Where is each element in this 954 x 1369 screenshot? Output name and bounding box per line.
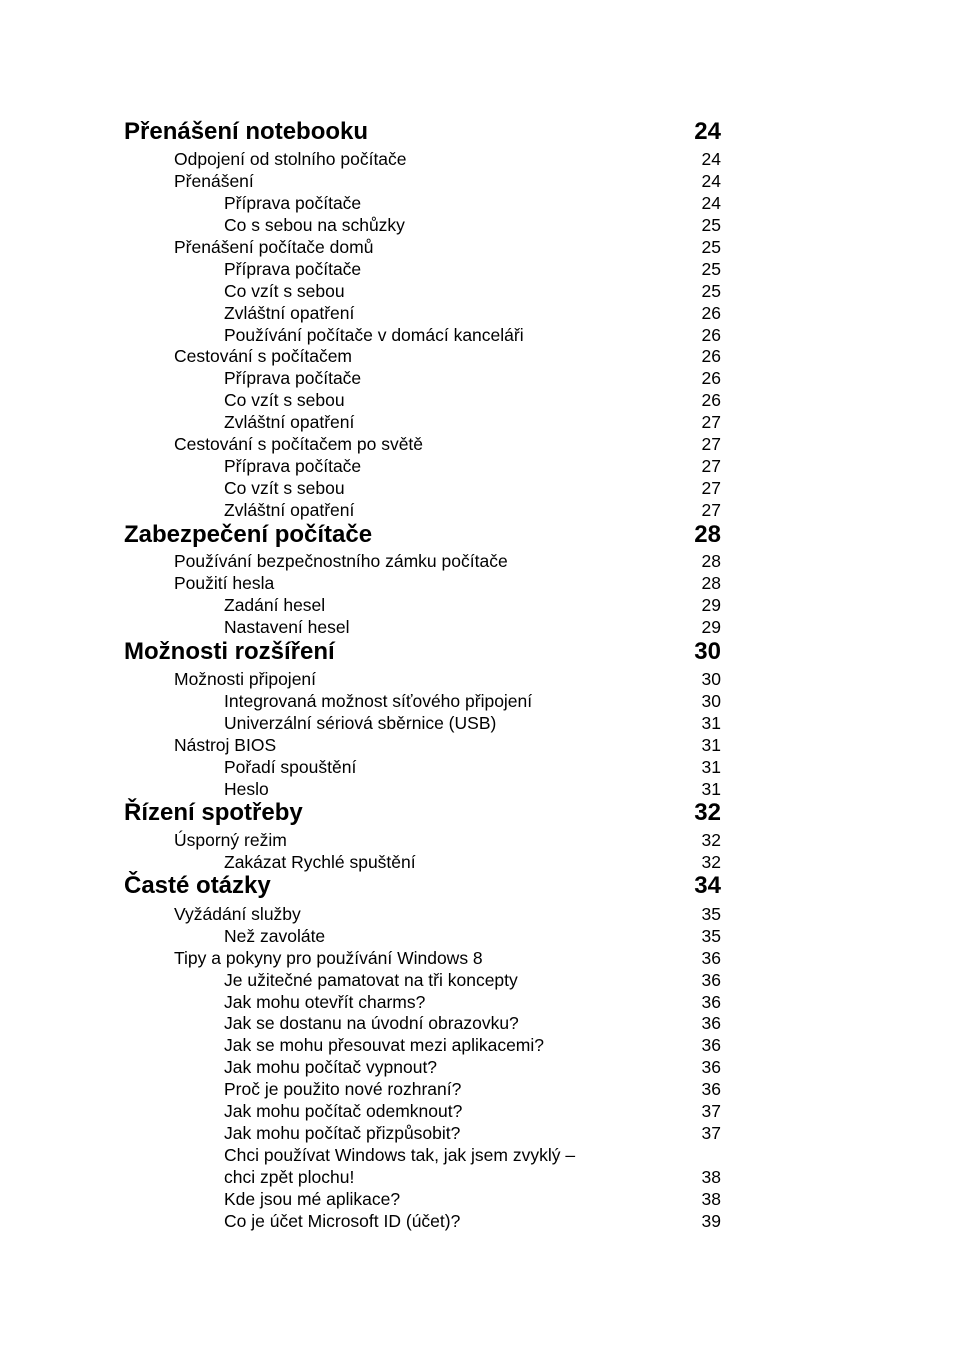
toc-subsection-title: Jak mohu počítač přizpůsobit? xyxy=(224,1123,461,1143)
toc-subsection-title: Je užitečné pamatovat na tři koncepty xyxy=(224,970,518,990)
toc-subsection xyxy=(0,367,954,389)
toc-page-number: 31 xyxy=(701,757,721,777)
toc-page-number: 26 xyxy=(701,390,721,410)
toc-subsection-title: Chci používat Windows tak, jak jsem zvyklý – xyxy=(224,1145,576,1165)
toc-subsection xyxy=(0,455,954,477)
toc-section xyxy=(0,829,954,851)
toc-subsection xyxy=(0,756,954,778)
toc-page-number: 26 xyxy=(701,325,721,345)
toc-subsection xyxy=(0,1034,954,1056)
toc-subsection xyxy=(0,1166,954,1188)
toc-section xyxy=(0,236,954,258)
toc-page-number: 31 xyxy=(701,735,721,755)
toc-section-title: Přenášení počítače domů xyxy=(174,237,374,257)
toc-subsection-title: Integrovaná možnost síťového připojení xyxy=(224,691,533,711)
toc-subsection-title: Příprava počítače xyxy=(224,368,362,388)
toc-section-title: Používání bezpečnostního zámku počítače xyxy=(174,551,508,571)
toc-subsection-title: Jak mohu otevřít charms? xyxy=(224,992,426,1012)
toc-page-number: 35 xyxy=(701,926,721,946)
toc-subsection-title: Zadání hesel xyxy=(224,595,326,615)
toc-page-number: 38 xyxy=(701,1189,721,1209)
toc-page-number: 36 xyxy=(701,1035,721,1055)
toc-chapter xyxy=(0,117,954,147)
toc-page-number: 31 xyxy=(701,779,721,799)
toc-section xyxy=(0,345,954,367)
toc-page-number: 30 xyxy=(694,638,721,665)
toc-chapter xyxy=(0,798,954,828)
toc-subsection-title: Co vzít s sebou xyxy=(224,390,345,410)
toc-section-title: Cestování s počítačem xyxy=(174,346,352,366)
toc-chapter-title: Přenášení notebooku xyxy=(124,118,369,145)
toc-subsection-title: Co je účet Microsoft ID (účet)? xyxy=(224,1211,461,1231)
toc-subsection-title: Nastavení hesel xyxy=(224,617,350,637)
toc-section-title: Úsporný režim xyxy=(174,830,287,850)
toc-page-number: 28 xyxy=(701,573,721,593)
toc-subsection xyxy=(0,1100,954,1122)
toc-section xyxy=(0,947,954,969)
toc-page-number: 34 xyxy=(694,872,721,899)
toc-subsection-title: Příprava počítače xyxy=(224,259,362,279)
toc-subsection xyxy=(0,1144,954,1166)
toc-page-number: 27 xyxy=(701,434,721,454)
toc-subsection xyxy=(0,477,954,499)
toc-chapter-title: Zabezpečení počítače xyxy=(124,521,373,548)
toc-page-number: 27 xyxy=(701,478,721,498)
toc-subsection-title: chci zpět plochu! xyxy=(224,1167,355,1187)
toc-chapter xyxy=(0,637,954,667)
toc-page-number: 26 xyxy=(701,346,721,366)
toc-page-number: 29 xyxy=(701,595,721,615)
toc-chapter xyxy=(0,871,954,901)
toc-section-title: Možnosti připojení xyxy=(174,669,317,689)
toc-page-number: 26 xyxy=(701,368,721,388)
toc-section xyxy=(0,572,954,594)
toc-page-number: 24 xyxy=(701,171,721,191)
toc-subsection xyxy=(0,594,954,616)
toc-subsection xyxy=(0,1210,954,1232)
toc-subsection-title: Jak mohu počítač odemknout? xyxy=(224,1101,463,1121)
toc-chapter-title: Možnosti rozšíření xyxy=(124,638,335,665)
toc-subsection xyxy=(0,192,954,214)
toc-section xyxy=(0,433,954,455)
toc-page-number: 27 xyxy=(701,412,721,432)
toc-section xyxy=(0,903,954,925)
toc-section xyxy=(0,550,954,572)
toc-subsection-title: Co vzít s sebou xyxy=(224,281,345,301)
toc-page-number: 30 xyxy=(701,669,721,689)
toc-section-title: Použití hesla xyxy=(174,573,275,593)
toc-page-number: 25 xyxy=(701,281,721,301)
toc-page-number: 28 xyxy=(701,551,721,571)
toc-subsection xyxy=(0,389,954,411)
toc-subsection-title: Univerzální sériová sběrnice (USB) xyxy=(224,713,497,733)
toc-page-number: 36 xyxy=(701,1057,721,1077)
toc-subsection xyxy=(0,280,954,302)
toc-section xyxy=(0,734,954,756)
toc-page-number: 27 xyxy=(701,500,721,520)
toc-subsection-title: Kde jsou mé aplikace? xyxy=(224,1189,401,1209)
toc-chapter-title: Časté otázky xyxy=(124,872,271,899)
toc-subsection-title: Jak se dostanu na úvodní obrazovku? xyxy=(224,1013,519,1033)
toc-subsection-title: Zvláštní opatření xyxy=(224,303,355,323)
toc-page-number: 25 xyxy=(701,215,721,235)
toc-subsection xyxy=(0,925,954,947)
toc-page-number: 36 xyxy=(701,1079,721,1099)
toc-subsection xyxy=(0,851,954,873)
toc-subsection-title: Používání počítače v domácí kanceláři xyxy=(224,325,524,345)
toc-subsection xyxy=(0,258,954,280)
toc-section xyxy=(0,148,954,170)
toc-subsection xyxy=(0,411,954,433)
toc-chapter-title: Řízení spotřeby xyxy=(124,799,303,826)
toc-subsection xyxy=(0,1188,954,1210)
toc-subsection-title: Zvláštní opatření xyxy=(224,412,355,432)
toc-subsection-title: Zakázat Rychlé spuštění xyxy=(224,852,416,872)
toc-section-title: Nástroj BIOS xyxy=(174,735,277,755)
toc-page-number: 36 xyxy=(701,948,721,968)
toc-subsection-title: Pořadí spouštění xyxy=(224,757,357,777)
toc-page-number: 28 xyxy=(694,521,721,548)
toc-page-number: 24 xyxy=(694,118,721,145)
toc-page-number: 25 xyxy=(701,237,721,257)
toc-page-number: 36 xyxy=(701,1013,721,1033)
toc-page-number: 27 xyxy=(701,456,721,476)
toc-page-number: 31 xyxy=(701,713,721,733)
toc-page-number: 32 xyxy=(701,852,721,872)
toc-page-number: 38 xyxy=(701,1167,721,1187)
toc-subsection xyxy=(0,214,954,236)
toc-page-number: 24 xyxy=(701,149,721,169)
toc-section-title: Tipy a pokyny pro používání Windows 8 xyxy=(174,948,483,968)
toc-section-title: Cestování s počítačem po světě xyxy=(174,434,424,454)
toc-section xyxy=(0,668,954,690)
toc-subsection xyxy=(0,778,954,800)
toc-page-number: 32 xyxy=(701,830,721,850)
toc-subsection xyxy=(0,1056,954,1078)
toc-subsection-title: Co s sebou na schůzky xyxy=(224,215,405,235)
toc-subsection-title: Příprava počítače xyxy=(224,456,362,476)
toc-page-number: 36 xyxy=(701,970,721,990)
toc-subsection xyxy=(0,1122,954,1144)
toc-subsection-title: Příprava počítače xyxy=(224,193,362,213)
toc-page-number: 36 xyxy=(701,992,721,1012)
toc-subsection-title: Heslo xyxy=(224,779,269,799)
toc-subsection-title: Zvláštní opatření xyxy=(224,500,355,520)
toc-subsection-title: Proč je použito nové rozhraní? xyxy=(224,1079,462,1099)
toc-page-number: 29 xyxy=(701,617,721,637)
toc-page-number: 37 xyxy=(701,1101,721,1121)
toc-page-number: 37 xyxy=(701,1123,721,1143)
toc-subsection xyxy=(0,991,954,1013)
toc-subsection xyxy=(0,690,954,712)
toc-subsection-title: Jak mohu počítač vypnout? xyxy=(224,1057,438,1077)
toc-page-number: 39 xyxy=(701,1211,721,1231)
toc-page-number: 35 xyxy=(701,904,721,924)
toc-section-title: Vyžádání služby xyxy=(174,904,301,924)
toc-subsection xyxy=(0,302,954,324)
toc-subsection xyxy=(0,712,954,734)
toc-subsection xyxy=(0,1012,954,1034)
toc-page-number: 30 xyxy=(701,691,721,711)
toc-subsection-title: Co vzít s sebou xyxy=(224,478,345,498)
toc-chapter xyxy=(0,520,954,550)
toc-subsection xyxy=(0,969,954,991)
toc-subsection-title: Než zavoláte xyxy=(224,926,326,946)
toc-page-number: 32 xyxy=(694,799,721,826)
toc-page-number: 25 xyxy=(701,259,721,279)
toc-page-number: 24 xyxy=(701,193,721,213)
toc-subsection xyxy=(0,616,954,638)
toc-subsection xyxy=(0,499,954,521)
toc-section xyxy=(0,170,954,192)
toc-page-number: 26 xyxy=(701,303,721,323)
toc-subsection xyxy=(0,1078,954,1100)
toc-subsection-title: Jak se mohu přesouvat mezi aplikacemi? xyxy=(224,1035,545,1055)
toc-subsection xyxy=(0,324,954,346)
toc-section-title: Přenášení xyxy=(174,171,254,191)
toc-section-title: Odpojení od stolního počítače xyxy=(174,149,407,169)
